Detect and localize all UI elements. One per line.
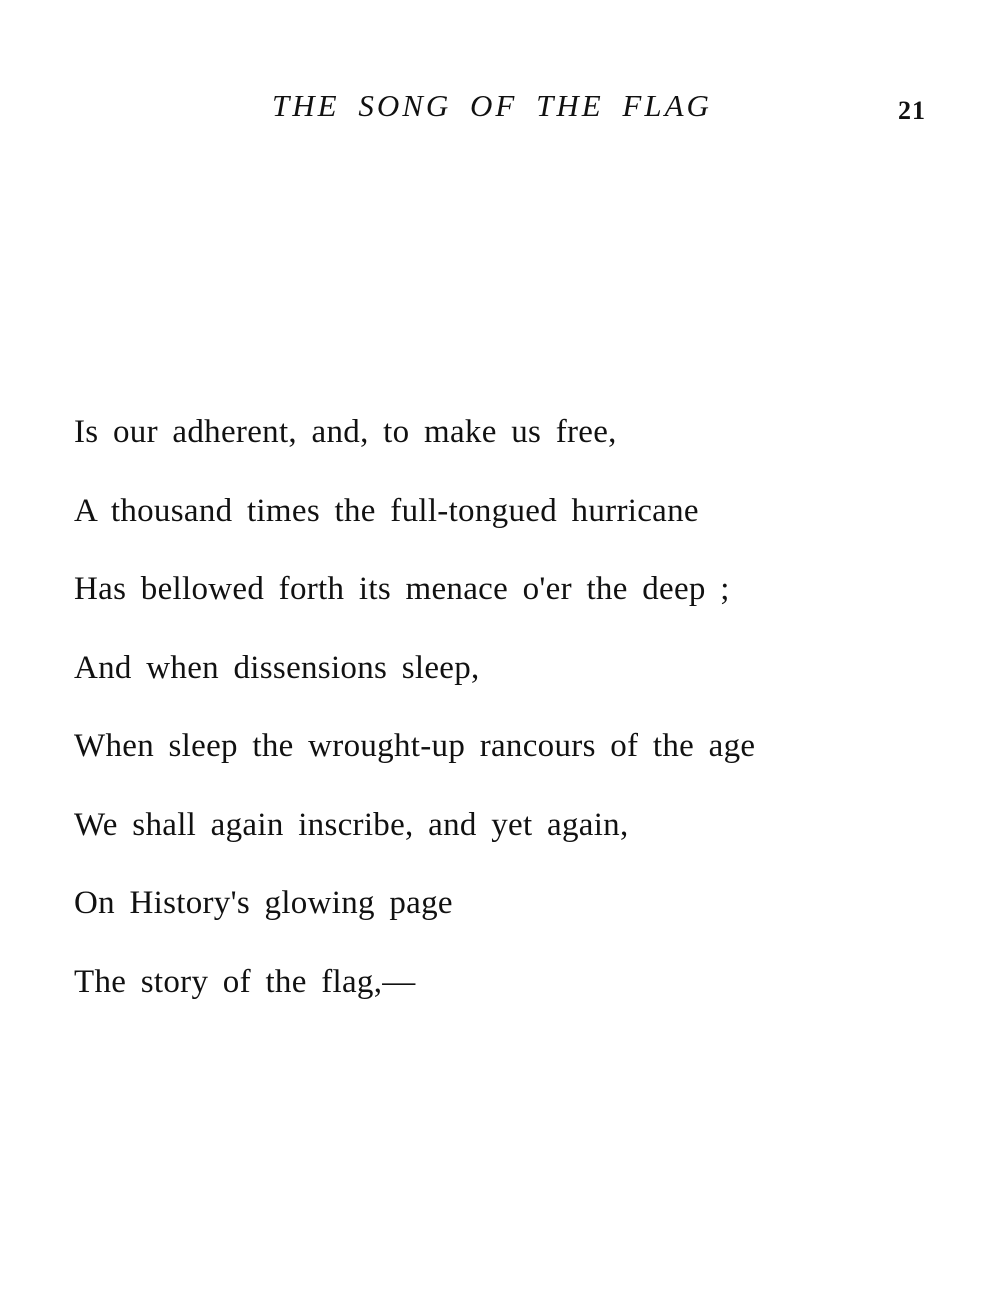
verse-line: Is our adherent, and, to make us free, (74, 414, 617, 450)
verse-line: A thousand times the full-tongued hurricane (74, 492, 699, 529)
verse-line: And when dissensions sleep, (74, 649, 480, 686)
verse-line: The story of the flag,— (74, 963, 416, 1000)
verse-line: We shall again inscribe, and yet again, (74, 806, 629, 843)
verse-line: When sleep the wrought-up rancours of the age (74, 728, 756, 764)
running-head: THE SONG OF THE FLAG (272, 88, 712, 123)
verse-line: Has bellowed forth its menace o'er the deep ; (74, 571, 730, 607)
poem-stanza (74, 393, 755, 1021)
verse-line: On History's glowing page (74, 885, 453, 921)
page-number: 21 (898, 96, 926, 125)
